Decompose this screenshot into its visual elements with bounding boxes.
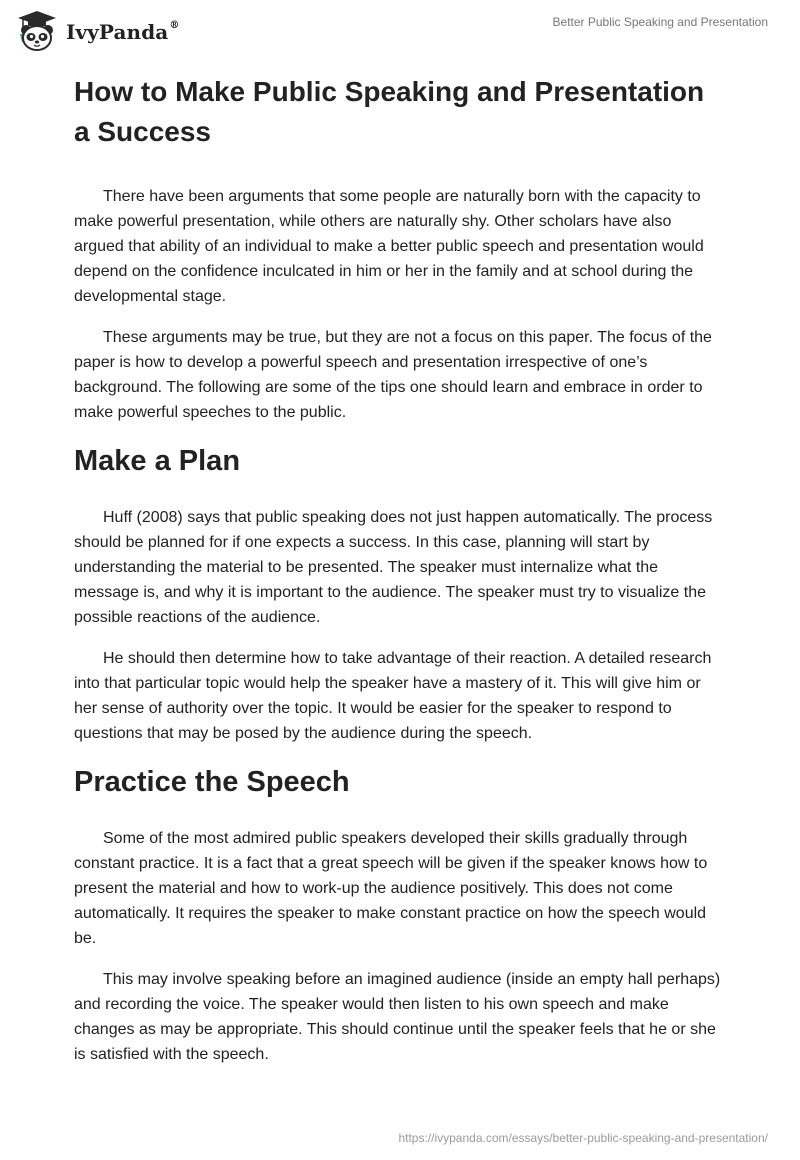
section-paragraph: Some of the most admired public speakers developed their skills gradually through constant practice. It is a fact that a great speech will be given if the speaker knows how to present the material and how to work-up the audience positively. This does not come automatically. It requires the speaker to make constant practice on how the speech would be. [74,830,708,947]
intro-paragraph: There have been arguments that some people are naturally born with the capacity to make powerful presentation, while others are naturally shy. Other scholars have also argued that ability of an individual to make a better public speech and presentation would depend on the confidence inculcated in him or her in the family and at school during the developmental stage. [74,188,704,305]
section-paragraph: He should then determine how to take advantage of their reaction. A detailed research into that particular topic would help the speaker have a mastery of it. This will give him or her sense of authority over the topic. It would be easier for the speaker to respond to questions that may be posed by the audience during the speech. [74,650,712,742]
article-title: How to Make Public Speaking and Presentation a Success [74,76,705,147]
intro-paragraph: These arguments may be true, but they are not a focus on this paper. The focus of the paper is how to develop a powerful speech and presentation irrespective of one’s background. The following are some of the tips one should learn and embrace in order to make powerful speeches to the public. [74,329,712,421]
panda-icon [14,10,60,52]
document-title: Better Public Speaking and Presentation [552,15,768,29]
page-header [0,0,800,70]
article [74,72,724,1083]
brand-name [66,20,179,44]
brand-text: IvyPanda [66,20,169,44]
section-paragraph: This may involve speaking before an imagined audience (inside an empty hall perhaps) and recording the voice. The speaker would then listen to his own speech and make changes as may be appropriate. This should continue until the speaker feels that he or she is satisfied with the speech. [74,971,721,1063]
section-heading-practice-the-speech: Practice the Speech [74,766,350,798]
ivypanda-logo[interactable] [14,10,179,52]
section-paragraph: Huff (2008) says that public speaking does not just happen automatically. The process should be planned for if one expects a success. In this case, planning will start by understanding the material to be presented. The speaker must internalize what the message is, and why it is important to the audience. The speaker must try to visualize the possible reactions of the audience. [74,509,713,626]
section-heading-make-a-plan: Make a Plan [74,445,241,477]
registered-mark: ® [169,20,180,32]
source-url[interactable]: https://ivypanda.com/essays/better-public-speaking-and-presentation/ [398,1131,768,1145]
